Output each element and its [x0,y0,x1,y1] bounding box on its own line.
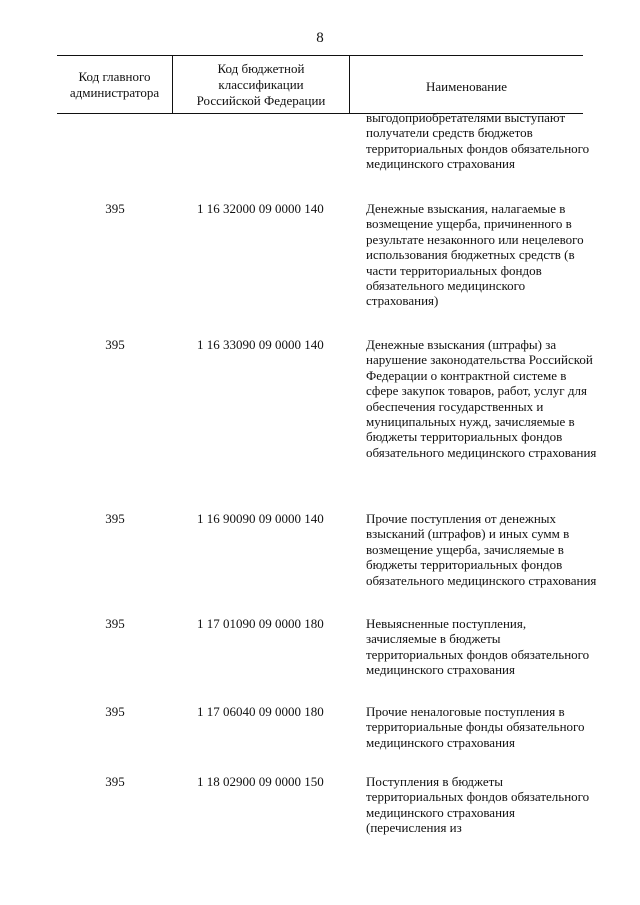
budget-code: 1 16 90090 09 0000 140 [197,511,324,526]
admin-code: 395 [105,511,125,526]
header-name: Наименование [426,78,507,94]
item-name: Денежные взыскания (штрафы) за нарушение законодательства Российской Федерации о контрактной системе в сфере закупок товаров, работ, услуг для обеспечения государственных и муниципальных нужд, зачисляемые в бюджеты территориальных фондов обязательного медицинского страхования [366,337,597,460]
budget-code: 1 16 33090 09 0000 140 [197,337,324,352]
page-number: 8 [316,30,324,46]
budget-code: 1 17 01090 09 0000 180 [197,616,324,631]
item-name: Невыясненные поступления, зачисляемые в бюджеты территориальных фондов обязательного медицинского страхования [366,616,590,678]
item-name: Прочие неналоговые поступления в территориальные фонды обязательного медицинского страхования [366,704,585,750]
header-budget-code: Код бюджетной классификации Российской Федерации [173,56,350,113]
admin-code: 395 [105,201,125,216]
admin-code: 395 [105,616,125,631]
item-name: Прочие поступления от денежных взысканий (штрафов) и иных сумм в возмещение ущерба, зачисляемые в бюджеты территориальных фондов обязательного медицинского страхования [366,511,597,588]
budget-code: 1 16 32000 09 0000 140 [197,201,324,216]
table-header [57,55,583,114]
admin-code: 395 [105,704,125,719]
item-name: Поступления в бюджеты территориальных фондов обязательного медицинского страхования (перечисления из [366,774,590,836]
continued-text: выгодоприобретателями выступают получатели средств бюджетов территориальных фондов обязательного медицинского страхования [366,110,590,172]
budget-code: 1 18 02900 09 0000 150 [197,774,324,789]
budget-code: 1 17 06040 09 0000 180 [197,704,324,719]
header-admin-code: Код главного администратора [57,56,173,113]
item-name: Денежные взыскания, налагаемые в возмещение ущерба, причиненного в результате незаконного или нецелевого использования бюджетных средств (в части территориальных фондов обязательного медицинского страхования) [366,201,584,309]
admin-code: 395 [105,337,125,352]
admin-code: 395 [105,774,125,789]
